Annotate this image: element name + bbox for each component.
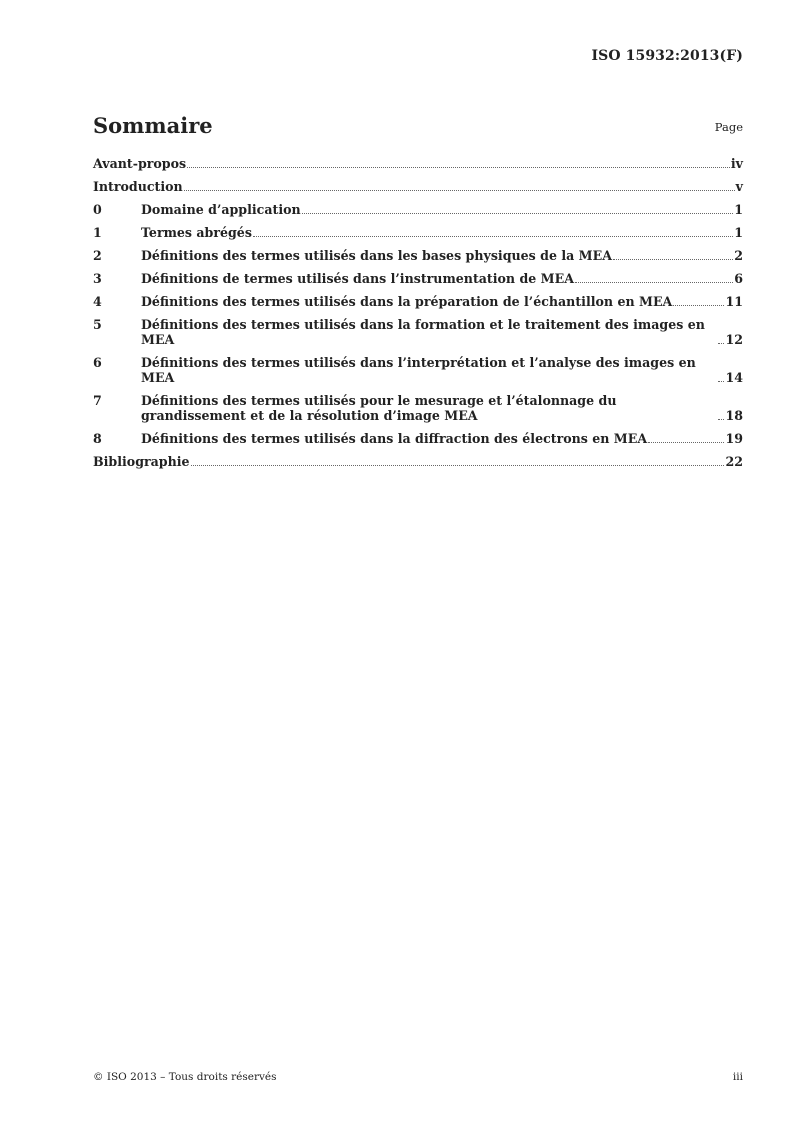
toc-dot-leader [187,167,730,168]
toc-entry-title: Bibliographie [93,454,190,469]
toc-entry-title: Introduction [93,179,183,194]
toc-entry[interactable] [93,429,743,452]
toc-entry-number: 6 [93,355,102,370]
toc-dot-leader [184,190,735,191]
toc-dot-leader [575,282,733,283]
toc-entry[interactable] [93,391,743,429]
toc-entry[interactable] [93,452,743,475]
toc-entry[interactable] [93,154,743,177]
toc-entry-body [141,225,743,240]
toc-dot-leader [191,465,725,466]
toc-entry-page: 11 [725,294,743,309]
toc-entry-number: 4 [93,294,102,309]
toc-entry-page: v [735,179,743,194]
toc-entry-page: 18 [725,408,743,423]
toc-entry-body [93,454,743,469]
toc-dot-leader [648,442,724,443]
toc-entry-body [141,271,743,286]
toc-dot-leader [613,259,733,260]
toc-entry-number: 0 [93,202,102,217]
toc-entry-number: 8 [93,431,102,446]
toc-entry-title: Définitions de termes utilisés dans l’instrumentation de MEA [141,271,574,286]
toc-entry[interactable] [93,246,743,269]
toc-entry-page: 14 [725,370,743,385]
toc-entry-title: Définitions des termes utilisés dans les bases physiques de la MEA [141,248,612,263]
toc-entry[interactable] [93,223,743,246]
toc-entry-number: 5 [93,317,102,332]
toc-entry[interactable] [93,200,743,223]
toc-entry-page: 22 [725,454,743,469]
toc-entry[interactable] [93,353,743,391]
toc-entry-title: Termes abrégés [141,225,252,240]
footer-copyright: © ISO 2013 – Tous droits réservés [93,1071,277,1083]
toc-entry-title: Définitions des termes utilisés dans l’interprétation et l’analyse des images en MEA [141,355,696,385]
toc-entry-body [141,355,743,385]
toc-dot-leader [302,213,734,214]
toc-entry-body [141,294,743,309]
toc-entry[interactable] [93,177,743,200]
toc-entry-page: 1 [734,202,743,217]
toc-entry-body [141,431,743,446]
toc-entry-body [141,248,743,263]
toc-entry[interactable] [93,315,743,353]
toc-entry-number: 1 [93,225,102,240]
title-row [93,114,743,142]
toc-entry-page: 12 [725,332,743,347]
toc-entry-page: iv [730,156,743,171]
toc-entry-body [93,156,743,171]
toc-entry-title: Définitions des termes utilisés pour le mesurage et l’étalonnage du grandissement et de la résolution d’image MEA [141,393,617,423]
toc-entry-body [141,317,743,347]
document-reference: ISO 15932:2013(F) [591,48,743,64]
footer-page-number: iii [732,1071,743,1083]
toc-entry[interactable] [93,292,743,315]
toc-dot-leader [718,343,724,344]
toc-entry-body [141,202,743,217]
toc-dot-leader [673,305,724,306]
page-title: Sommaire [93,113,213,138]
toc-entry[interactable] [93,269,743,292]
toc-entry-body [93,179,743,194]
toc-entry-number: 2 [93,248,102,263]
toc-entry-page: 6 [734,271,743,286]
toc-entry-title: Avant-propos [93,156,187,171]
toc-entry-page: 19 [725,431,743,446]
toc-entry-number: 7 [93,393,102,408]
toc-dot-leader [718,381,724,382]
page-column-label: Page [714,120,743,134]
toc-dot-leader [718,419,724,420]
toc-entry-page: 1 [734,225,743,240]
toc-entry-number: 3 [93,271,102,286]
toc-dot-leader [253,236,733,237]
toc-entry-page: 2 [734,248,743,263]
toc-entry-title: Définitions des termes utilisés dans la préparation de l’échantillon en MEA [141,294,673,309]
toc-entry-title: Définitions des termes utilisés dans la diffraction des électrons en MEA [141,431,648,446]
toc-entry-body [141,393,743,423]
toc-entry-title: Domaine d’application [141,202,301,217]
table-of-contents [93,154,743,475]
toc-entry-title: Définitions des termes utilisés dans la formation et le traitement des images en MEA [141,317,705,347]
